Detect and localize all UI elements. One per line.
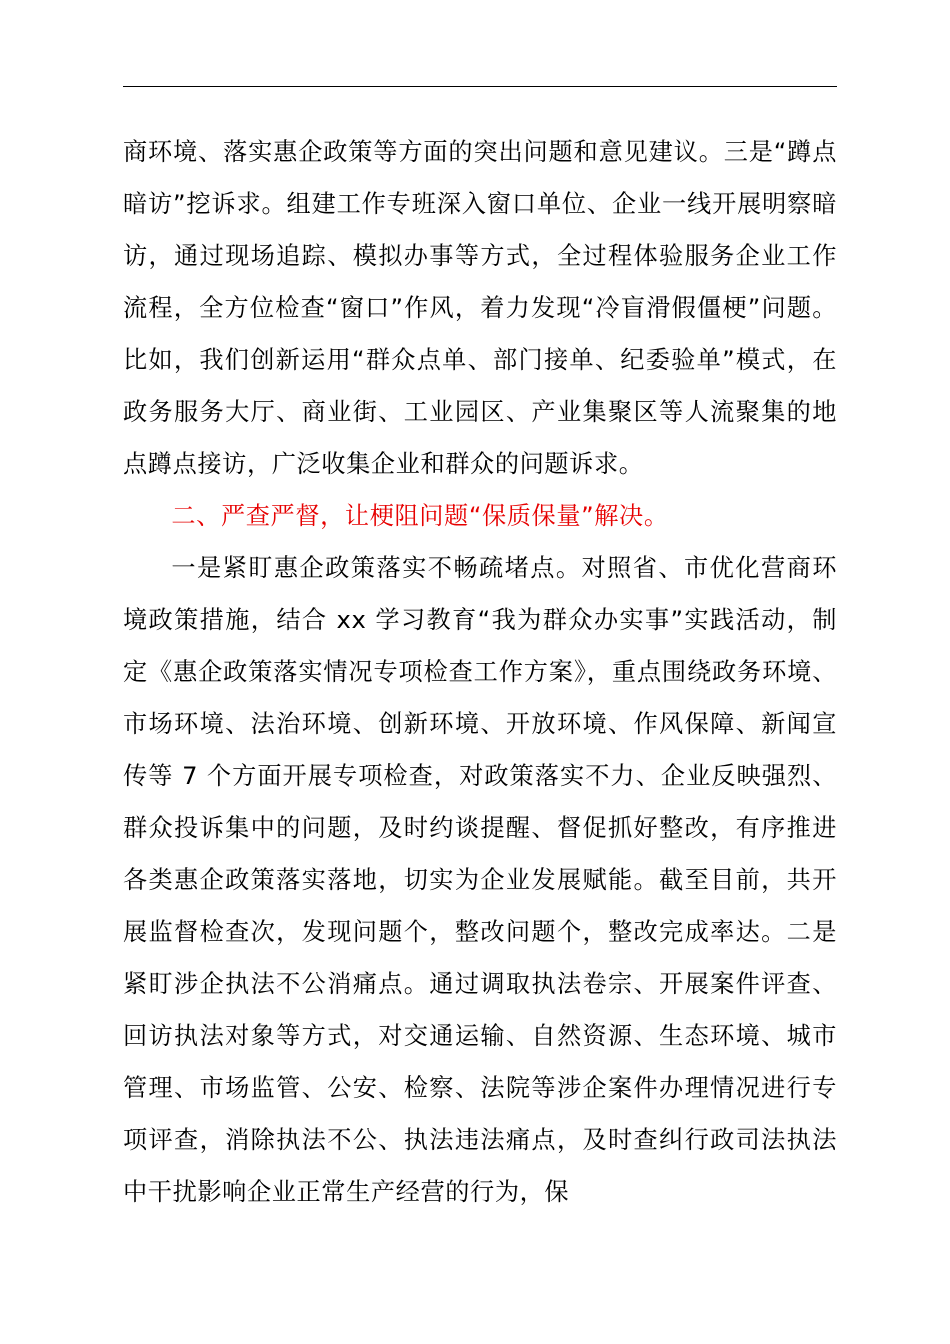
paragraph-body: 一是紧盯惠企政策落实不畅疏堵点。对照省、市优化营商环境政策措施，结合 xx 学习教育“我为群众办实事”实践活动，制定《惠企政策落实情况专项检查工作方案》，重点围绕政务环境、市场环境、法治环境、创新环境、开放环境、作风保障、新闻宣传等 7 个方面开展专项检查，对政策落实不力、企业反映强烈、群众投诉集中的问题，及时约谈提醒、督促抓好整改，有序推进各类惠企政策落实落地，切实为企业发展赋能。截至目前，共开展监督检查次，发现问题个，整改问题个，整改完成率达。二是紧盯涉企执法不公消痛点。通过调取执法卷宗、开展案件评查、回访执法对象等方式，对交通运输、自然资源、生态环境、城市管理、市场监管、公安、检察、法院等涉企案件办理情况进行专项评查，消除执法不公、执法违法痛点，及时查纠行政司法执法中干扰影响企业正常生产经营的行为，保 (123, 554, 837, 1206)
section-heading: 二、严查严督，让梗阻问题“保质保量”解决。 (171, 502, 669, 530)
paragraph-continuation: 商环境、落实惠企政策等方面的突出问题和意见建议。三是“蹲点暗访”挖诉求。组建工作专班深入窗口单位、企业一线开展明察暗访，通过现场追踪、模拟办事等方式，全过程体验服务企业工作流程，全方位检查“窗口”作风，着力发现“冷盲滑假僵梗”问题。比如，我们创新运用“群众点单、部门接单、纪委验单”模式，在政务服务大厅、商业街、工业园区、产业集聚区等人流聚集的地点蹲点接访，广泛收集企业和群众的问题诉求。 (123, 138, 837, 478)
header-rule (123, 86, 837, 87)
document-body (123, 126, 837, 1218)
